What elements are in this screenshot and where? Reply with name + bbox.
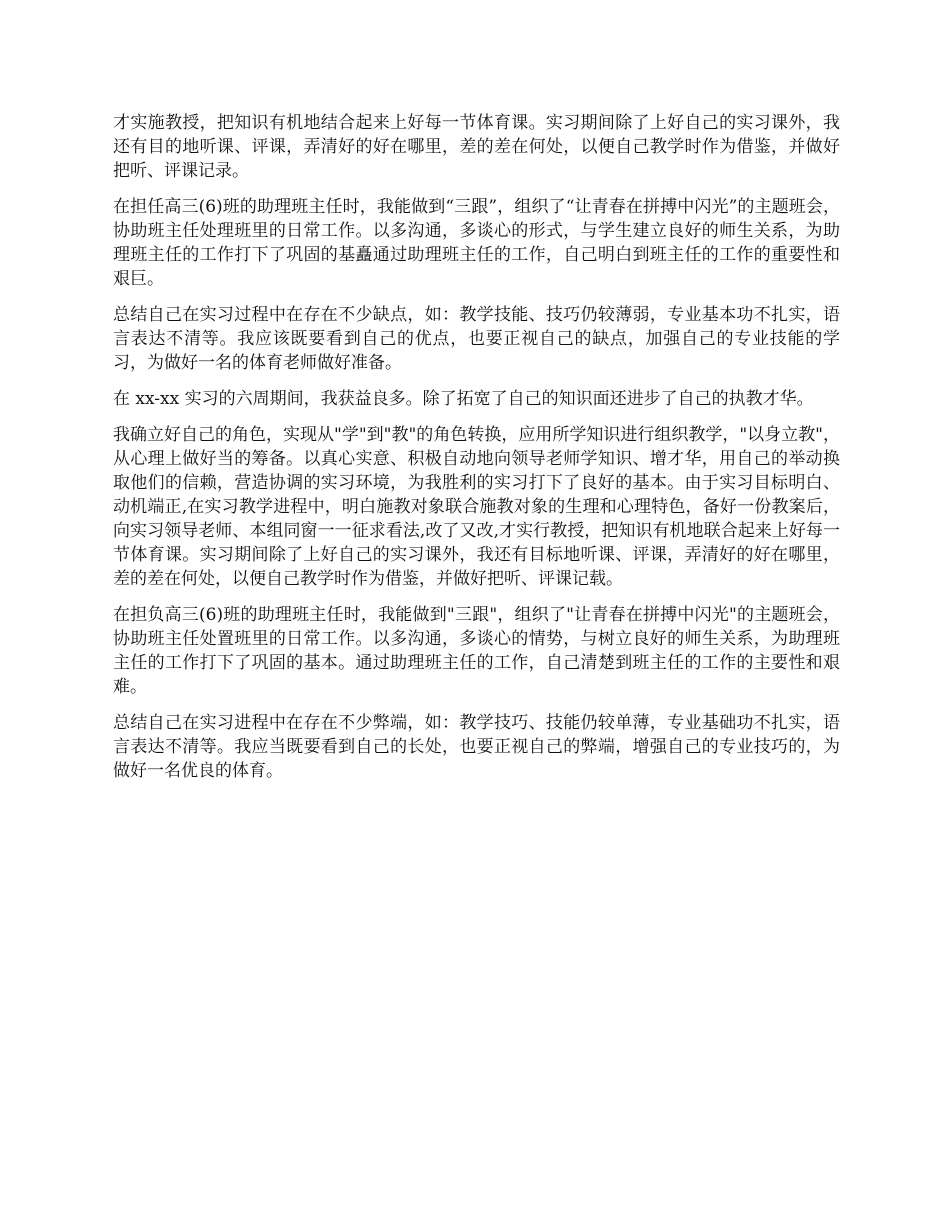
paragraph: 总结自己在实习进程中在存在不少弊端，如：教学技巧、技能仍较单薄，专业基础功不扎实，语言表达不清等。我应当既要看到自己的长处，也要正视自己的弊端，增强自己的专业技巧的，为做好一名优良的体育。: [113, 713, 840, 781]
paragraph: 在担任高三(6)班的助理班主任时，我能做到“三跟”，组织了“让青春在拼搏中闪光”的主题班会，协助班主任处理班里的日常工作。以多沟通，多谈心的形式，与学生建立良好的师生关系，为助理班主任的工作打下了巩固的基矗通过助理班主任的工作，自己明白到班主任的工作的重要性和艰巨。: [113, 197, 840, 289]
paragraph: 总结自己在实习过程中在存在不少缺点，如：教学技能、技巧仍较薄弱，专业基本功不扎实，语言表达不清等。我应该既要看到自己的优点，也要正视自己的缺点，加强自己的专业技能的学习，为做好一名的体育老师做好准备。: [113, 305, 840, 373]
paragraph: 才实施教授，把知识有机地结合起来上好每一节体育课。实习期间除了上好自己的实习课外，我还有目的地听课、评课，弄清好的好在哪里，差的差在何处，以便自己教学时作为借鉴，并做好把听、评课记录。: [113, 113, 840, 181]
document-body: [113, 111, 840, 795]
paragraph: 我确立好自己的角色，实现从"学"到"教"的角色转换，应用所学知识进行组织教学，"以身立教"，从心理上做好当的筹备。以真心实意、积极自动地向领导老师学知识、增才华，用自己的举动换取他们的信赖，营造协调的实习环境，为我胜利的实习打下了良好的基本。由于实习目标明白、动机端正,在实习教学进程中，明白施教对象联合施教对象的生理和心理特色，备好一份教案后，向实习领导老师、本组同窗一一征求看法,改了又改,才实行教授，把知识有机地联合起来上好每一节体育课。实习期间除了上好自己的实习课外，我还有目标地听课、评课，弄清好的好在哪里，差的差在何处，以便自己教学时作为借鉴，并做好把听、评课记载。: [113, 425, 840, 589]
paragraph: 在 xx-xx 实习的六周期间，我获益良多。除了拓宽了自己的知识面还进步了自己的执教才华。: [113, 389, 814, 409]
paragraph: 在担负高三(6)班的助理班主任时，我能做到"三跟"，组织了"让青春在拼搏中闪光"的主题班会，协助班主任处置班里的日常工作。以多沟通，多谈心的情势，与树立良好的师生关系，为助理班主任的工作打下了巩固的基本。通过助理班主任的工作，自己清楚到班主任的工作的主要性和艰难。: [113, 605, 840, 697]
